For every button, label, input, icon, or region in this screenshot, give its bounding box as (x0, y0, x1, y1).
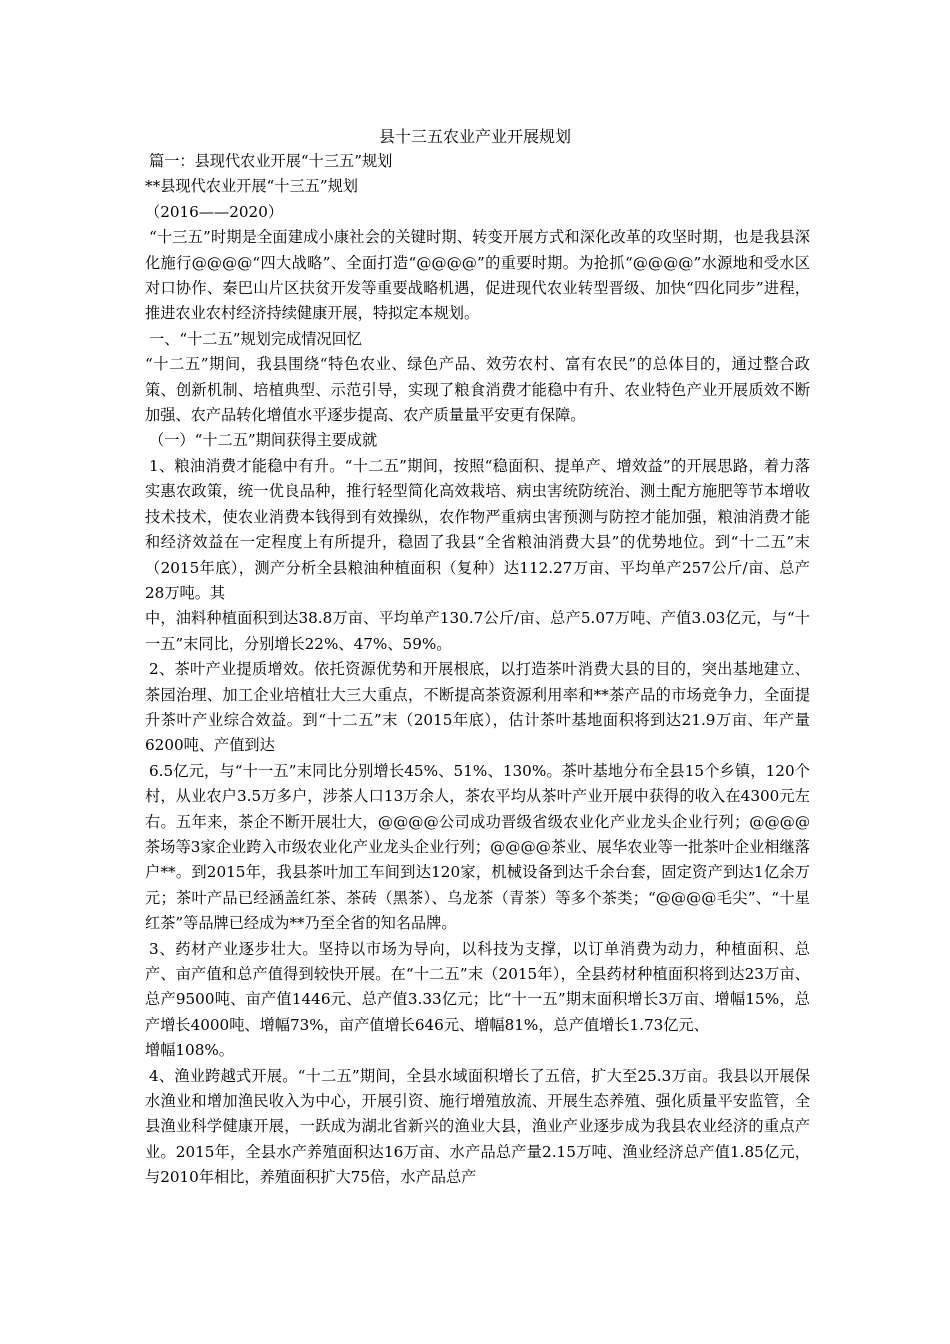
paragraph-part-heading: 篇一：县现代农业开展“十三五”规划 (149, 152, 393, 170)
paragraph-review: “十二五”期间，我县围绕“特色农业、绿色产品、效劳农村、富有农民”的总体目的，通过整合政策、创新机制、培植典型、示范引导，实现了粮食消费才能稳中有升、农业特色产业开展质效不断加强、农产品转化增值水平逐步提高、农产质量量平安更有保障。 (145, 355, 810, 425)
paragraph-fishery: 4、渔业跨越式开展。“十二五”期间，全县水域面积增长了五倍，扩大至25.3万亩。我县以开展保水渔业和增加渔民收入为中心，开展引资、施行增殖放流、开展生态养殖、强化质量平安监管，全县渔业科学健康开展，一跃成为湖北省新兴的渔业大县，渔业产业逐步成为我县农业经济的重点产业。2015年，全县水产养殖面积达16万亩、水产品总产量2.15万吨、渔业经济总产值1.85亿元，与2010年相比，养殖面积扩大75倍，水产品总产 (145, 1066, 810, 1187)
paragraph-tea-continued: 6.5亿元，与“十一五”末同比分别增长45%、51%、130%。茶叶基地分布全县15个乡镇，120个村，从业农户3.5万多户，涉茶人口13万余人，茶农平均从茶叶产业开展中获得的收入在4300元左右。五年来，茶企不断开展壮大，@@@@公司成功晋级省级农业化产业龙头企业行列；@@@@茶场等3家企业跨入市级农业化产业龙头企业行列；@@@@茶业、展华农业等一批茶叶企业相继落户**。到2015年，我县茶叶加工车间到达120家，机械设备到达千余台套，固定资产到达1亿余万元；茶叶产品已经涵盖红茶、茶砖（黑茶）、乌龙茶（青茶）等多个茶类；“@@@@毛尖”、“十星红茶”等品牌已经成为**乃至全省的知名品牌。 (145, 761, 810, 933)
paragraph-herbs: 3、药材产业逐步壮大。坚持以市场为导向，以科技为支撑，以订单消费为动力，种植面积、总产、亩产值和总产值得到较快开展。在“十二五”末（2015年），全县药材种植面积将到达23万亩、总产9500吨、亩产值1446元、总产值3.33亿元；比“十一五”期末面积增长3万亩、增幅15%，总产增长4000吨、增幅73%，亩产值增长646元、增幅81%，总产值增长1.73亿元、 (145, 939, 810, 1034)
paragraph-section-heading: 一、“十二五”规划完成情况回忆 (149, 329, 362, 348)
paragraph-plan-heading: **县现代农业开展“十三五”规划 (145, 177, 358, 196)
paragraph-herbs-continued: 增幅108%。 (145, 1041, 234, 1060)
document-title: 县十三五农业产业开展规划 (378, 127, 571, 146)
document-body (145, 149, 810, 1191)
paragraph-oil-crops: 中，油料种植面积到达38.8万亩、平均单产130.7公斤/亩、总产5.07万吨、产值3.03亿元，与“十一五”末同比，分别增长22%、47%、59%。 (145, 609, 810, 653)
paragraph-subsection-heading: （一）“十二五”期间获得主要成就 (149, 431, 378, 450)
paragraph-tea: 2、茶叶产业提质增效。依托资源优势和开展根底，以打造茶叶消费大县的目的，突出基地建立、茶园治理、加工企业培植壮大三大重点，不断提高茶资源利用率和**茶产品的市场竞争力，全面提升茶叶产业综合效益。到“十二五”末（2015年底），估计茶叶基地面积将到达21.9万亩、年产量6200吨、产值到达 (145, 660, 810, 755)
paragraph-intro: “十三五”时期是全面建成小康社会的关键时期、转变开展方式和深化改革的攻坚时期，也是我县深化施行@@@@“四大战略”、全面打造“@@@@”的重要时期。为抢抓“@@@@”水源地和受水区对口协作、秦巴山片区扶贫开发等重要战略机遇，促进现代农业转型晋级、加快“四化同步”进程，推进农业农村经济持续健康开展，特拟定本规划。 (145, 228, 810, 323)
paragraph-period: （2016——2020） (145, 202, 284, 221)
paragraph-grain-oil: 1、粮油消费才能稳中有升。“十二五”期间，按照“稳面积、提单产、增效益”的开展思路，着力落实惠农政策，统一优良品种，推行轻型简化高效栽培、病虫害统防统治、测土配方施肥等节本增收技术技术，使农业消费本钱得到有效操纵，农作物严重病虫害预测与防控才能加强，粮油消费才能和经济效益在一定程度上有所提升，稳固了我县“全省粮油消费大县”的优势地位。到“十二五”末（2015年底），测产分析全县粮油种植面积（复种）达112.27万亩、平均单产257公斤/亩、总产28万吨。其 (145, 456, 810, 602)
